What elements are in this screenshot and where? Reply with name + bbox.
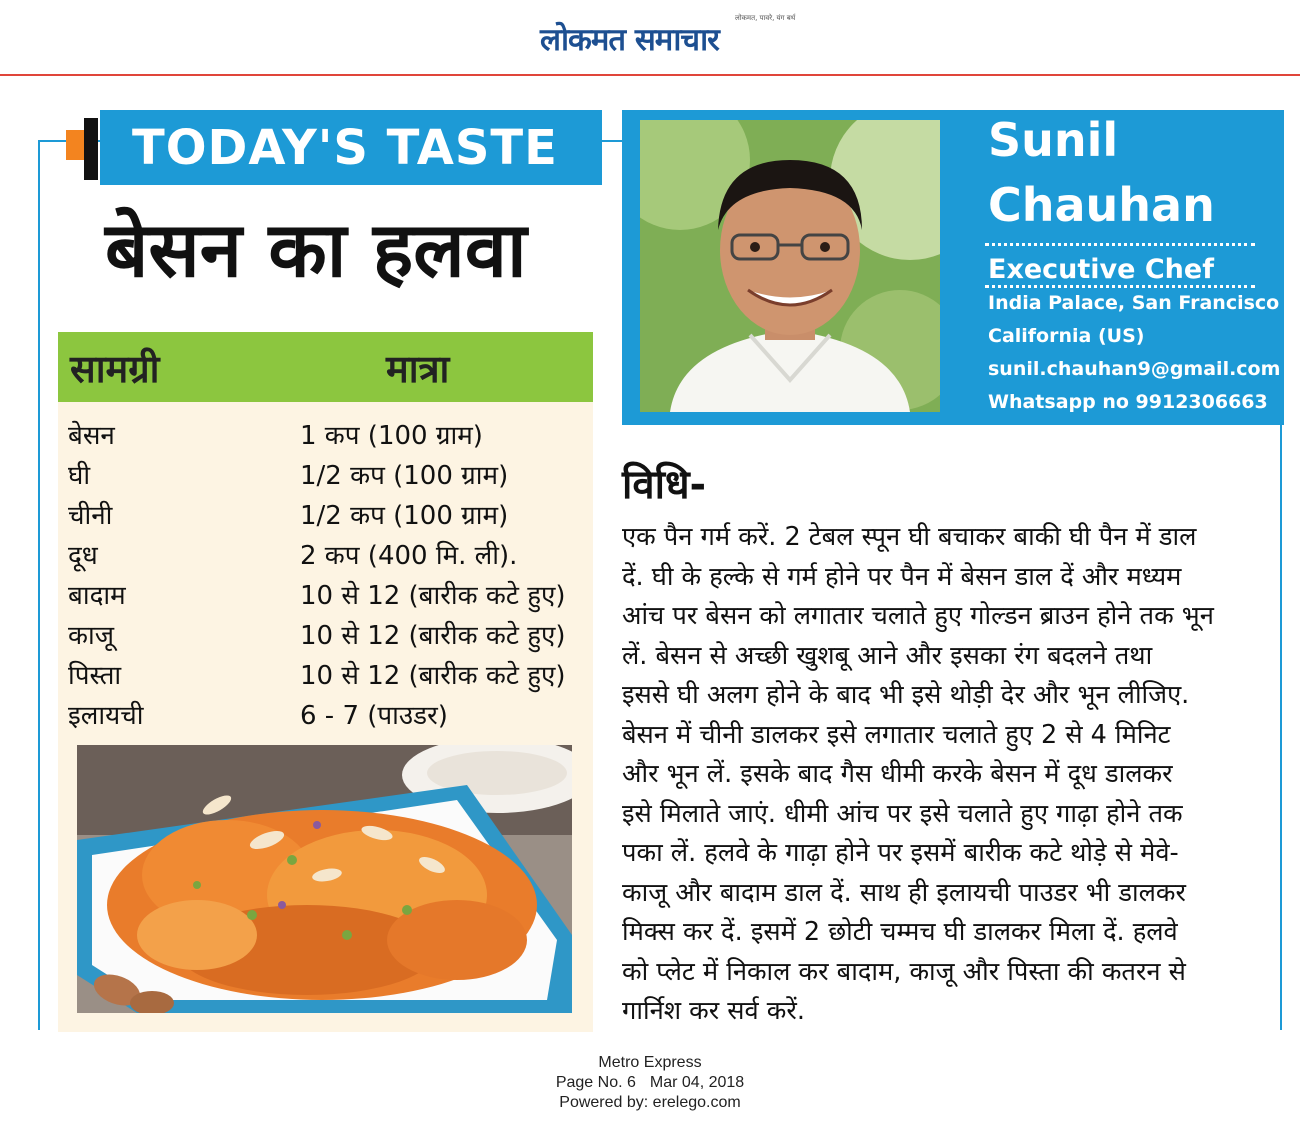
frame-line-right bbox=[1280, 425, 1282, 1030]
method-line: एक पैन गर्म करें. 2 टेबल स्पून घी बचाकर बाकी घी पैन में डाल bbox=[622, 522, 1197, 552]
dotted-divider bbox=[985, 285, 1255, 288]
method-line: बेसन में चीनी डालकर इसे लगातार चलाते हुए 2 से 4 मिनिट bbox=[622, 719, 1171, 750]
ingredient-qty: 2 कप (400 मि. ली). bbox=[300, 541, 518, 571]
chef-last-name: Chauhan bbox=[988, 178, 1215, 232]
ingredients-header-qty: मात्रा bbox=[386, 347, 450, 391]
ingredient-qty: 10 से 12 (बारीक कटे हुए) bbox=[300, 581, 566, 611]
ingredients-header bbox=[58, 332, 593, 402]
ingredient-row bbox=[68, 650, 588, 690]
ingredient-name: इलायची bbox=[68, 701, 144, 731]
method-line: गार्निश कर सर्व करें. bbox=[622, 996, 805, 1026]
footer-date: Mar 04, 2018 bbox=[649, 1074, 745, 1091]
chef-whatsapp: Whatsapp no 9912306663 bbox=[988, 391, 1268, 413]
section-banner bbox=[100, 110, 602, 185]
method-line: दें. घी के हल्के से गर्म होने पर पैन में बेसन डाल दें और मध्यम bbox=[622, 561, 1182, 592]
ingredient-qty: 1 कप (100 ग्राम) bbox=[300, 421, 483, 451]
chef-restaurant: India Palace, San Francisco bbox=[988, 292, 1280, 314]
chef-location: California (US) bbox=[988, 325, 1145, 347]
ingredient-row bbox=[68, 490, 588, 530]
footer-page: Page No. 6 bbox=[555, 1074, 636, 1091]
ingredient-row bbox=[68, 570, 588, 610]
method-line: और भून लें. इसके बाद गैस धीमी करके बेसन में दूध डालकर bbox=[622, 759, 1173, 789]
ingredients-list bbox=[68, 410, 588, 730]
frame-line-mid bbox=[602, 140, 622, 142]
ingredient-name: चीनी bbox=[68, 501, 113, 531]
method-text bbox=[622, 518, 1252, 1032]
dotted-divider bbox=[985, 243, 1255, 246]
ingredient-name: घी bbox=[68, 461, 91, 491]
ingredient-qty: 10 से 12 (बारीक कटे हुए) bbox=[300, 621, 566, 651]
chef-portrait bbox=[640, 120, 940, 412]
method-line: पका लें. हलवे के गाढ़ा होने पर इसमें बारीक कटे थोड़े से मेवे- bbox=[622, 838, 1179, 868]
ingredient-name: बादाम bbox=[68, 581, 126, 611]
ingredient-row bbox=[68, 450, 588, 490]
section-banner-title: TODAY'S TASTE bbox=[132, 120, 558, 176]
footer-publication: Metro Express bbox=[598, 1054, 702, 1071]
halwa-illustration bbox=[77, 745, 572, 1013]
ingredient-name: बेसन bbox=[68, 421, 115, 451]
ingredient-row bbox=[68, 610, 588, 650]
ingredient-row bbox=[68, 410, 588, 450]
ingredient-row bbox=[68, 530, 588, 570]
method-line: इससे घी अलग होने के बाद भी इसे थोड़ी देर और भून लीजिए. bbox=[622, 680, 1190, 710]
method-line: इसे मिलाते जाएं. धीमी आंच पर इसे चलाते हुए गाढ़ा होने तक bbox=[622, 798, 1183, 829]
banner-black-bar bbox=[84, 118, 98, 180]
masthead-tagline: लोकमत, पावरे, यंग बर्थ bbox=[735, 14, 796, 22]
newspaper-logo: लोकमत समाचार bbox=[540, 22, 719, 58]
footer-page-date bbox=[0, 1073, 1300, 1093]
ingredients-header-name: सामग्री bbox=[70, 347, 160, 391]
ingredient-row bbox=[68, 690, 588, 730]
ingredient-name: काजू bbox=[68, 621, 114, 651]
ingredient-qty: 6 - 7 (पाउडर) bbox=[300, 701, 448, 731]
footer-powered-link[interactable]: Powered by: erelego.com bbox=[559, 1094, 741, 1111]
method-line: काजू और बादाम डाल दें. साथ ही इलायची पाउडर भी डालकर bbox=[622, 877, 1186, 908]
method-line: लें. बेसन से अच्छी खुशबू आने और इसका रंग बदलने तथा bbox=[622, 640, 1153, 671]
frame-line-left bbox=[38, 140, 40, 1030]
ingredient-qty: 10 से 12 (बारीक कटे हुए) bbox=[300, 661, 566, 691]
dish-title: बेसन का हलवा bbox=[105, 205, 527, 294]
chef-email: sunil.chauhan9@gmail.com bbox=[988, 358, 1281, 380]
ingredient-qty: 1/2 कप (100 ग्राम) bbox=[300, 501, 509, 531]
chef-photo bbox=[640, 120, 940, 412]
method-line: मिक्स कर दें. इसमें 2 छोटी चम्मच घी डालकर मिला दें. हलवे bbox=[622, 917, 1178, 947]
method-title: विधि- bbox=[622, 462, 707, 508]
ingredient-name: पिस्ता bbox=[68, 661, 122, 691]
method-line: को प्लेट में निकाल कर बादाम, काजू और पिस्ता की कतरन से bbox=[622, 956, 1186, 987]
method-line: आंच पर बेसन को लगातार चलाते हुए गोल्डन ब्राउन होने तक भून bbox=[622, 601, 1214, 631]
ingredient-qty: 1/2 कप (100 ग्राम) bbox=[300, 461, 509, 491]
chef-role: Executive Chef bbox=[988, 254, 1214, 285]
masthead bbox=[0, 0, 1300, 76]
halwa-photo bbox=[77, 745, 572, 1013]
ingredient-name: दूध bbox=[68, 541, 98, 571]
page-footer bbox=[0, 1053, 1300, 1113]
chef-first-name: Sunil bbox=[988, 113, 1119, 167]
